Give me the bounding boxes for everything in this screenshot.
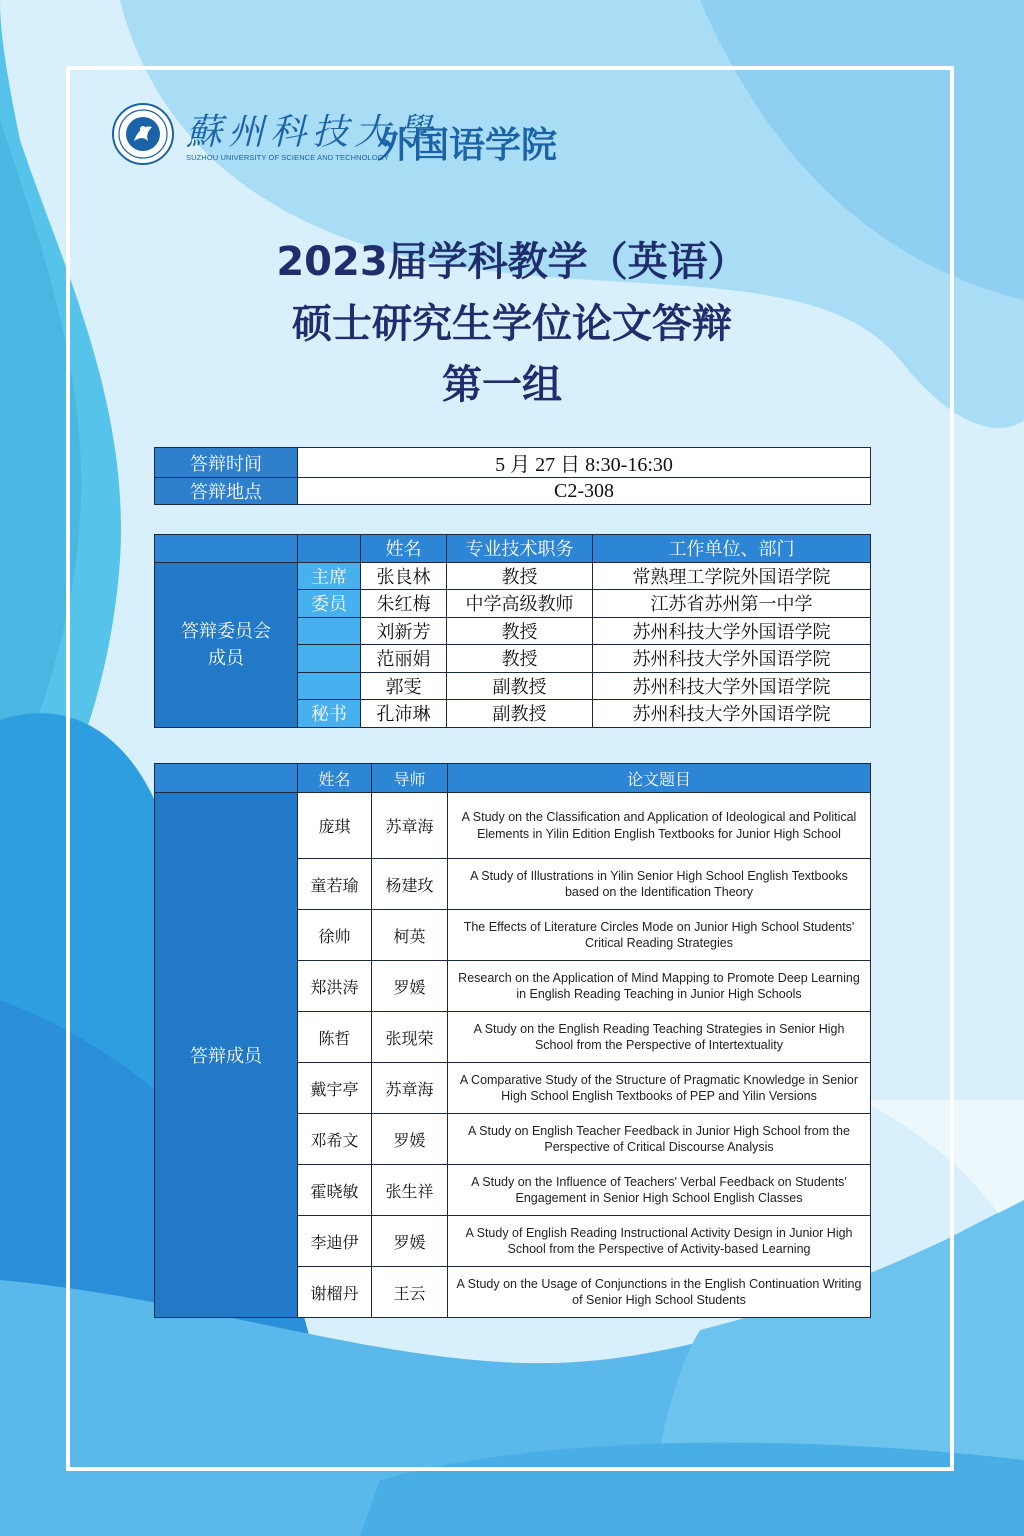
committee-title: 教授 <box>447 617 593 645</box>
student-advisor: 张现荣 <box>372 1012 448 1063</box>
committee-name: 张良林 <box>361 562 447 590</box>
students-header-advisor: 导师 <box>372 764 448 793</box>
student-name: 陈哲 <box>298 1012 372 1063</box>
student-name: 霍晓敏 <box>298 1165 372 1216</box>
committee-side-label-line: 成员 <box>208 647 244 669</box>
committee-header-role <box>298 535 361 563</box>
committee-name: 刘新芳 <box>361 617 447 645</box>
committee-unit: 苏州科技大学外国语学院 <box>593 700 871 728</box>
committee-role: 委员 <box>298 590 361 618</box>
thesis-topic: A Comparative Study of the Structure of Pragmatic Knowledge in Senior High School English Textbooks of PEP and Yilin Versions <box>448 1063 871 1114</box>
thesis-topic: A Study of Illustrations in Yilin Senior High School English Textbooks based on the Identification Theory <box>448 859 871 910</box>
committee-unit: 江苏省苏州第一中学 <box>593 590 871 618</box>
committee-title: 中学高级教师 <box>447 590 593 618</box>
student-advisor: 罗媛 <box>372 1216 448 1267</box>
time-label: 答辩时间 <box>155 448 298 478</box>
student-advisor: 王云 <box>372 1267 448 1318</box>
thesis-topic: A Study on the Classification and Application of Ideological and Political Elements in Yilin Edition English Textbooks for Junior High School <box>448 793 871 859</box>
thesis-topic: A Study on the Influence of Teachers' Verbal Feedback on Students' Engagement in Senior High School English Classes <box>448 1165 871 1216</box>
committee-side-label <box>155 562 298 727</box>
time-row <box>155 448 871 478</box>
thesis-topic: The Effects of Literature Circles Mode on Junior High School Students' Critical Reading Strategies <box>448 910 871 961</box>
thesis-topic: A Study of English Reading Instructional Activity Design in Junior High School from the Perspective of Activity-based Learning <box>448 1216 871 1267</box>
thesis-topic: Research on the Application of Mind Mapping to Promote Deep Learning in English Reading Teaching in Junior High Schools <box>448 961 871 1012</box>
committee-name: 朱红梅 <box>361 590 447 618</box>
university-seal-icon <box>112 103 174 165</box>
committee-title: 教授 <box>447 645 593 673</box>
committee-unit: 常熟理工学院外国语学院 <box>593 562 871 590</box>
place-row <box>155 478 871 505</box>
committee-role <box>298 672 361 700</box>
committee-table <box>154 534 871 728</box>
student-advisor: 罗媛 <box>372 961 448 1012</box>
thesis-topic: A Study on the Usage of Conjunctions in the English Continuation Writing of Senior High School Students <box>448 1267 871 1318</box>
committee-header-row <box>155 535 871 563</box>
committee-name: 范丽娟 <box>361 645 447 673</box>
committee-name: 孔沛琳 <box>361 700 447 728</box>
committee-header-blank <box>155 535 298 563</box>
thesis-topic: A Study on the English Reading Teaching Strategies in Senior High School from the Perspective of Intertextuality <box>448 1012 871 1063</box>
student-advisor: 苏章海 <box>372 1063 448 1114</box>
committee-row <box>155 562 871 590</box>
university-name-en: SUZHOU UNIVERSITY OF SCIENCE AND TECHNOLOGY <box>186 153 389 162</box>
committee-header-title: 专业技术职务 <box>447 535 593 563</box>
student-advisor: 柯英 <box>372 910 448 961</box>
place-label: 答辩地点 <box>155 478 298 505</box>
student-name: 童若瑜 <box>298 859 372 910</box>
students-header-blank <box>155 764 298 793</box>
committee-side-label-line: 答辩委员会 <box>181 620 271 642</box>
student-name: 郑洪涛 <box>298 961 372 1012</box>
committee-unit: 苏州科技大学外国语学院 <box>593 617 871 645</box>
student-name: 庞琪 <box>298 793 372 859</box>
committee-unit: 苏州科技大学外国语学院 <box>593 672 871 700</box>
students-side-label: 答辩成员 <box>155 793 298 1318</box>
defense-info-table <box>154 447 871 505</box>
students-table <box>154 763 871 1318</box>
committee-unit: 苏州科技大学外国语学院 <box>593 645 871 673</box>
committee-role <box>298 645 361 673</box>
student-name: 戴宇亭 <box>298 1063 372 1114</box>
student-advisor: 苏章海 <box>372 793 448 859</box>
committee-header-name: 姓名 <box>361 535 447 563</box>
students-header-name: 姓名 <box>298 764 372 793</box>
students-header-row <box>155 764 871 793</box>
student-name: 李迪伊 <box>298 1216 372 1267</box>
committee-role: 秘书 <box>298 700 361 728</box>
committee-title: 副教授 <box>447 700 593 728</box>
committee-title: 副教授 <box>447 672 593 700</box>
student-name: 谢榴丹 <box>298 1267 372 1318</box>
student-name: 徐帅 <box>298 910 372 961</box>
students-header-topic: 论文题目 <box>448 764 871 793</box>
student-row <box>155 793 871 859</box>
committee-title: 教授 <box>447 562 593 590</box>
title-line-3: 第一组 <box>442 362 562 408</box>
time-value: 5 月 27 日 8:30-16:30 <box>298 448 871 478</box>
title-line-2: 硕士研究生学位论文答辩 <box>292 301 732 347</box>
title-line-1: 2023届学科教学（英语） <box>276 239 748 285</box>
committee-name: 郭雯 <box>361 672 447 700</box>
place-value: C2-308 <box>298 478 871 505</box>
student-advisor: 罗媛 <box>372 1114 448 1165</box>
school-name: 外国语学院 <box>377 125 558 166</box>
committee-role <box>298 617 361 645</box>
university-name-cn: 蘇州科技大學 <box>186 112 439 153</box>
student-advisor: 张生祥 <box>372 1165 448 1216</box>
thesis-topic: A Study on English Teacher Feedback in Junior High School from the Perspective of Critical Discourse Analysis <box>448 1114 871 1165</box>
committee-role: 主席 <box>298 562 361 590</box>
committee-header-unit: 工作单位、部门 <box>593 535 871 563</box>
student-advisor: 杨建玫 <box>372 859 448 910</box>
student-name: 邓希文 <box>298 1114 372 1165</box>
